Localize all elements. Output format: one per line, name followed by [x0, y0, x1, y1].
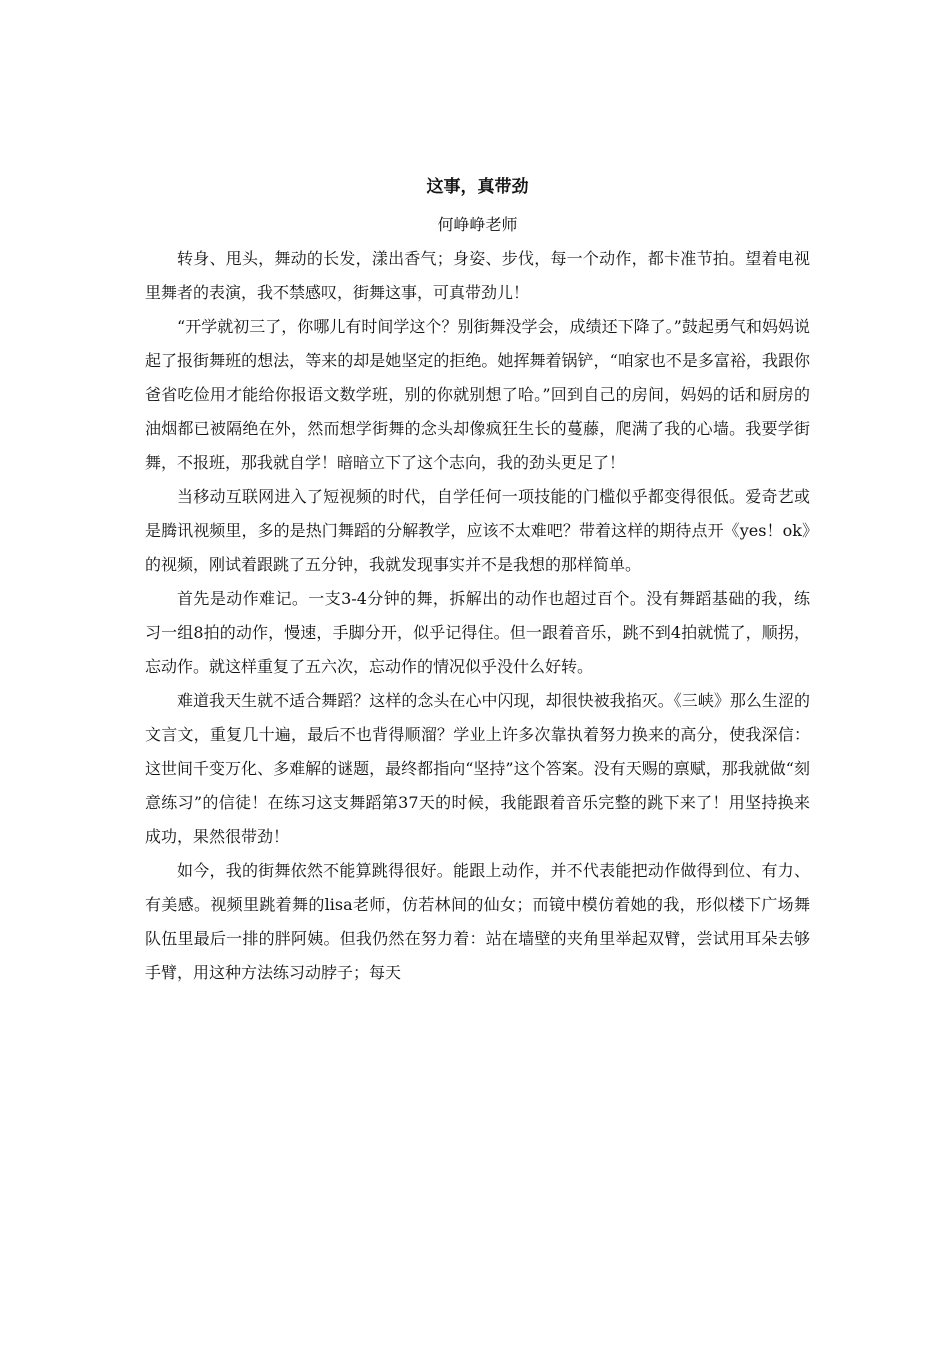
paragraph-2: “开学就初三了，你哪儿有时间学这个？别街舞没学会，成绩还下降了。”鼓起勇气和妈妈说起了报街舞班的想法，等来的却是她坚定的拒绝。她挥舞着锅铲，“咱家也不是多富裕，我跟你爸省吃俭用才能给你报语文数学班，别的你就别想了哈。”回到自己的房间，妈妈的话和厨房的油烟都已被隔绝在外，然而想学街舞的念头却像疯狂生长的蔓藤，爬满了我的心墙。我要学街舞，不报班，那我就自学！暗暗立下了这个志向，我的劲头更足了！ — [145, 317, 810, 472]
paragraph-6: 如今，我的街舞依然不能算跳得很好。能跟上动作，并不代表能把动作做得到位、有力、有美感。视频里跳着舞的lisa老师，仿若林间的仙女；而镜中模仿着她的我，形似楼下广场舞队伍里最后一排的胖阿姨。但我仍然在努力着：站在墙壁的夹角里举起双臂，尝试用耳朵去够手臂，用这种方法练习动脖子；每天 — [145, 861, 810, 982]
paragraph-1: 转身、甩头，舞动的长发，漾出香气；身姿、步伐，每一个动作，都卡准节拍。望着电视里舞者的表演，我不禁感叹，街舞这事，可真带劲儿！ — [145, 249, 810, 302]
paragraph-4: 首先是动作难记。一支3-4分钟的舞，拆解出的动作也超过百个。没有舞蹈基础的我，练习一组8拍的动作，慢速，手脚分开，似乎记得住。但一跟着音乐，跳不到4拍就慌了，顺拐，忘动作。就这样重复了五六次，忘动作的情况似乎没什么好转。 — [145, 589, 810, 676]
document-page — [145, 170, 810, 990]
paragraph-3: 当移动互联网进入了短视频的时代，自学任何一项技能的门槛似乎都变得很低。爱奇艺或是腾讯视频里，多的是热门舞蹈的分解教学，应该不太难吧？带着这样的期待点开《yes！ok》的视频，刚试着跟跳了五分钟，我就发现事实并不是我想的那样简单。 — [145, 487, 810, 574]
article-author: 何峥峥老师 — [437, 215, 518, 234]
paragraph-5: 难道我天生就不适合舞蹈？这样的念头在心中闪现，却很快被我掐灭。《三峡》那么生涩的文言文，重复几十遍，最后不也背得顺溜？学业上许多次靠执着努力换来的高分，使我深信：这世间千变万化、多难解的谜题，最终都指向“坚持”这个答案。没有天赐的禀赋，那我就做“刻意练习”的信徒！在练习这支舞蹈第37天的时候，我能跟着音乐完整的跳下来了！用坚持换来成功，果然很带劲！ — [145, 691, 810, 846]
article-title: 这事，真带劲 — [426, 177, 529, 197]
